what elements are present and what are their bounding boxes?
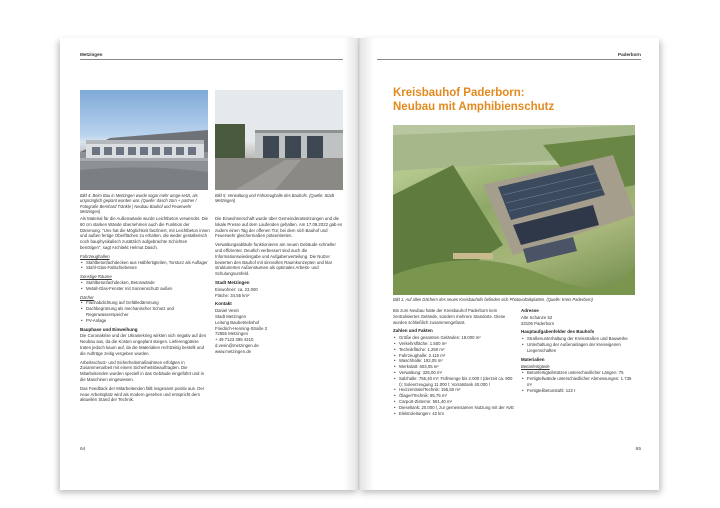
hauptaufgaben-list xyxy=(521,336,637,353)
title-line-2: Neubau mit Amphibienschutz xyxy=(393,101,555,113)
running-head-right: Paderborn xyxy=(618,52,641,57)
list-item: • Fertigteilbetonstahl: 122 t xyxy=(521,388,637,394)
list-item: • Metall-Glas-Fenster mit Sonnenschutz außen xyxy=(80,286,210,292)
verwaltung-paragraph: Verwaltungsabläufe funktionieren am neuen Gebäude schneller und effizienter. Deutlich verbessert sind auch die Informationswiedergabe und Aufgabenverteilung. Die Nutzer bewerten den Bauhof mit sinnvollen Raumkonzepten und klar strukturierten Außenräumen als optimales Arbeits- und Schulungsumfeld. xyxy=(215,242,336,277)
list-item: • Fahrzeughalle: 2.115 m² xyxy=(393,353,515,359)
list-item: • Betonfertigteilstützen unterschiedlicher Längen: 75 xyxy=(521,370,637,376)
photo-kreisbauhof-aerial xyxy=(393,125,635,295)
page-number-left: 64 xyxy=(80,447,86,452)
header-rule-left xyxy=(80,59,343,60)
list-item: • Stahlbetonfachdecken aus Halbfertigteilen, Torsturz als Auflager xyxy=(80,260,210,266)
left-column-2 xyxy=(215,216,343,355)
flaeche-value: Fläche: 34,55 km² xyxy=(215,292,250,298)
sonstige-list xyxy=(80,280,210,292)
kontakt-line: Stadt Metzingen xyxy=(215,313,247,319)
list-item: • Flachabdichtung auf Gefälledämmung xyxy=(80,300,210,306)
right-column-2 xyxy=(521,308,637,396)
list-item: • Technikfläche: 1.250 m² xyxy=(393,347,515,353)
fahrzeughallen-list xyxy=(80,260,210,272)
left-column-1 xyxy=(80,216,210,406)
betonfertigteile-list xyxy=(521,370,637,393)
page-number-right: 65 xyxy=(635,447,641,452)
running-head-left: Metzingen xyxy=(80,52,103,57)
list-item: • Straßenunterhaltung der Kreisstraßen und Bauwerke xyxy=(521,336,637,342)
list-item: • Ölager/Technik: 85,75 m² xyxy=(393,393,515,399)
list-item: • Carport-Zisterne: 591,40 m² xyxy=(393,399,515,405)
adresse-line: Alte Schanze 52 xyxy=(521,314,553,320)
list-item: • Verwaltung: 325,00 m² xyxy=(393,370,515,376)
aerial-illustration xyxy=(393,125,635,295)
list-item: • Fertigteilwände unterschiedlicher Abmessungen: 1.735 m² xyxy=(521,376,637,388)
kontakt-email: d.vesin@metzingen.de xyxy=(215,342,259,348)
list-item: • PV-Anlage xyxy=(80,318,210,324)
kreisbauhof-intro: Bis zum Neubau hatte der Kreisbauhof Paderborn kein zentralisiertes Gelände, sondern mehrere Standorte. Diese wurden schließlich zusammengefasst. xyxy=(393,308,506,325)
zahlen-heading: Zahlen und Fakten xyxy=(393,328,433,334)
kontakt-line: Leitung Baubetriebshof xyxy=(215,319,260,325)
daecher-list xyxy=(80,300,210,323)
fahrzeughallen-label: Fahrzeughallen xyxy=(80,253,110,259)
photo-metzingen-exterior xyxy=(80,90,208,190)
right-column-1 xyxy=(393,308,515,419)
article-title xyxy=(393,86,554,114)
zahlen-list xyxy=(393,335,515,416)
hauptaufgaben-heading: Hauptaufgabenfelder des Bauhofs xyxy=(521,329,595,335)
header-rule-right xyxy=(377,59,641,60)
title-line-1: Kreisbauhof Paderborn: xyxy=(393,87,525,99)
caption-bild-5: Bild 5: Verwaltung und Fahrzeughalle des Bauhofs. (Quelle: Stadt Metzingen) xyxy=(215,193,335,204)
feedback-paragraph: Das Feedback der Mitarbeitenden fällt insgesamt positiv aus. Der neue Arbeitsplatz wird als modern gesehen und entspricht dem aktuellen Stand der Technik. xyxy=(80,385,205,403)
materialien-heading: Materialien xyxy=(521,356,545,362)
kontakt-line: 72555 Metzingen xyxy=(215,331,248,337)
list-item: • Unterhaltung der Außenanlagen der kreiseigenen Liegenschaften xyxy=(521,342,637,354)
kontakt-line: Friedrich-Henning-Straße 3 xyxy=(215,325,268,331)
bauphase-paragraph: Die Coronakrise und der Ukrainekrieg wirkten sich negativ auf den Neubau aus, da die Kosten ungeplant stiegen. Lieferengpässe traten jedoch kaum auf, da die Materialien rechtzeitig bestellt und die Aufträge zeitig vergeben wurden. xyxy=(80,333,207,356)
right-page xyxy=(359,38,659,490)
list-item: • Heizzentrale/Technik: 155,50 m² xyxy=(393,387,515,393)
einwohnerschaft-paragraph: Die Einwohnerschaft wurde über Gemeinderatssitzungen und die lokale Presse auf dem Laufenden gehalten. Am 17.09.2022 gab es zudem einen Tag der offenen Tür, bei dem sich Bauhof und Feuerwehr gleichermaßen präsentierten. xyxy=(215,216,343,239)
list-item: • Verkehrsfläche: 1.500 m² xyxy=(393,341,515,347)
kontakt-heading: Kontakt xyxy=(215,301,232,307)
list-item: • Werkstatt: 603,05 m² xyxy=(393,364,515,370)
factory-illustration xyxy=(80,90,208,190)
adresse-heading: Adresse xyxy=(521,308,539,313)
kontakt-line: Daniel Vesin xyxy=(215,308,239,314)
einwohner-value: Einwohner: ca. 23.000 xyxy=(215,286,258,292)
list-item: • Dieseltank: 20.000 l, zur gemeinsamen Nutzung mit der AVE xyxy=(393,405,515,411)
list-item: • Stahlbetonfachdecken, Betonwände xyxy=(80,280,210,286)
list-item: • Waschhalle: 192,05 m² xyxy=(393,358,515,364)
list-item: • Elektroleitungen: 42 km xyxy=(393,411,515,417)
arbeitsschutz-paragraph: Arbeitsschutz- und Sicherheitsmaßnahmen erfolgten in Zusammenarbeit mit einem Sicherheitsbeauftragten. Die Mitarbeitenden wurden speziell in das Gebäude eingeführt und in die Maschinen eingewiesen. xyxy=(80,359,204,382)
photo-verwaltung-fahrzeughalle xyxy=(215,90,343,190)
list-item: • Stahl-Glas-Faltschiebetore xyxy=(80,265,210,271)
kontakt-website: www.metzingen.de xyxy=(215,348,252,354)
list-item: • Salzhalle: 755,40 m²; Füllmenge bis 2.000 t (derzeit ca. 900 t); Soleerzeugung 11.000 l; Vorratstank 40.000 l xyxy=(393,376,515,388)
sonstige-label: Sonstige Räume xyxy=(80,274,112,280)
list-item: • Dachbegrünung als mechanischer Schutz und Regenwasserspeicher xyxy=(80,306,210,318)
adresse-line: 33106 Paderborn xyxy=(521,320,555,326)
list-item: • Größe des gesamten Geländes: 18.000 m² xyxy=(393,335,515,341)
stadt-heading: Stadt Metzingen xyxy=(215,279,250,285)
caption-bild-4: Bild 4: Beim Bau in Metzingen wurde sogar mehr umge-setzt, als ursprünglich geplant worden war. (Quelle: dasch zürn + partner / Fotografie Bernhard Tränkle | Neubau Bauhof und Feuerwehr Metzingen) xyxy=(80,193,198,215)
betonfertigteile-label: Betonfertigteile xyxy=(521,364,550,370)
caption-bild-1: Bild 1: Auf allen Dächern des neuen Kreisbauhofs befinden sich Photovoltaikplatten. (Quelle: Kreis Paderborn) xyxy=(393,297,593,302)
left-page xyxy=(60,38,359,490)
kontakt-phone: + 49 7123 395 4310 xyxy=(215,337,254,343)
building-illustration xyxy=(215,90,343,190)
intro-paragraph: Als Material für die Außenwände wurde Leichtbeton verwendet. Die 60 cm starken Wände übernehmen auch die Funktion der Dämmung. "Uns hat die Möglichkeit fasziniert, mit Leichtbeton innen und außen fertige Oberflächen zu erhalten, die weder gestalterisch noch bauphysikalisch zusätzlich aufgebrachte Schichten benötigen", sagt Architekt Helmut Dasch. xyxy=(80,216,210,250)
bauphase-heading: Bauphase und Einweihung xyxy=(80,326,138,332)
daecher-label: Dächer xyxy=(80,294,94,300)
